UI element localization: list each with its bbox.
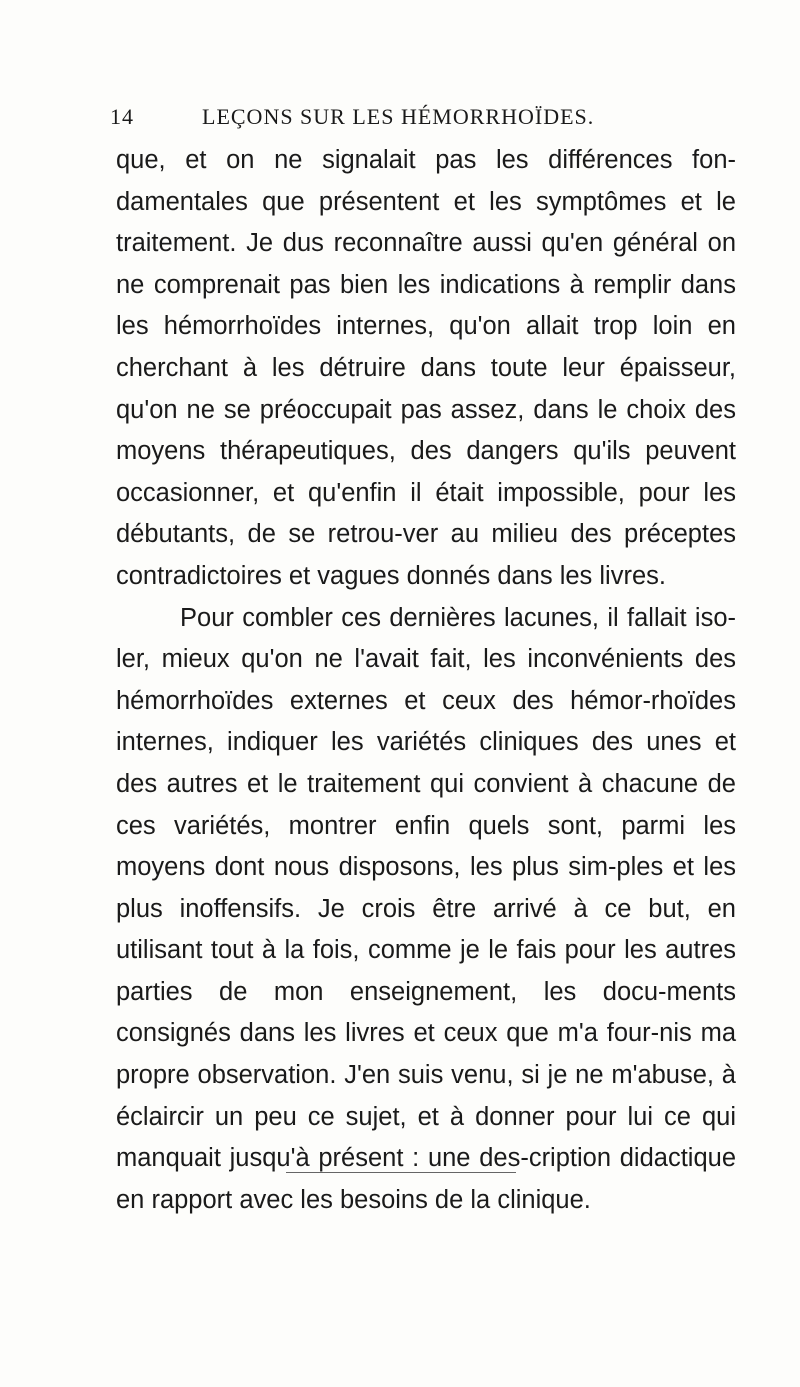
paragraph: Pour combler ces dernières lacunes, il fallait iso-ler, mieux qu'on ne l'avait fait, les inconvénients des hémorrhoïdes externes et ceux des hémor-rhoïdes internes, indiquer les variétés cliniques des unes et des autres et le traitement qui convient à chacune de ces variétés, montrer enfin quels sont, parmi les moyens dont nous disposons, les plus sim-ples et les plus inoffensifs. Je crois être arrivé à ce but, en utilisant tout à la fois, comme je le fais pour les autres parties de mon enseignement, les docu-ments consignés dans les livres et ceux que m'a four-nis ma propre observation. J'en suis venu, si je ne m'abuse, à éclaircir un peu ce sujet, et à donner pour lui ce qui manquait jusqu'à présent : une des-cription didactique en rapport avec les besoins de la clinique. bbox=[116, 603, 736, 1214]
running-head bbox=[110, 104, 730, 134]
body-text bbox=[116, 140, 736, 1221]
paragraph: que, et on ne signalait pas les différences fon-damentales que présentent et les symptômes et le traitement. Je dus reconnaître aussi qu'en général on ne comprenait pas bien les indications à remplir dans les hémorrhoïdes internes, qu'on allait trop loin en cherchant à les détruire dans toute leur épaisseur, qu'on ne se préoccupait pas assez, dans le choix des moyens thérapeutiques, des dangers qu'ils peuvent occasionner, et qu'enfin il était impossible, pour les débutants, de se retrou-ver au milieu des préceptes contradictoires et vagues donnés dans les livres. bbox=[116, 146, 736, 590]
section-end-rule bbox=[286, 1172, 516, 1173]
running-title: LEÇONS SUR LES HÉMORRHOÏDES. bbox=[202, 104, 595, 129]
page-number: 14 bbox=[110, 104, 134, 129]
